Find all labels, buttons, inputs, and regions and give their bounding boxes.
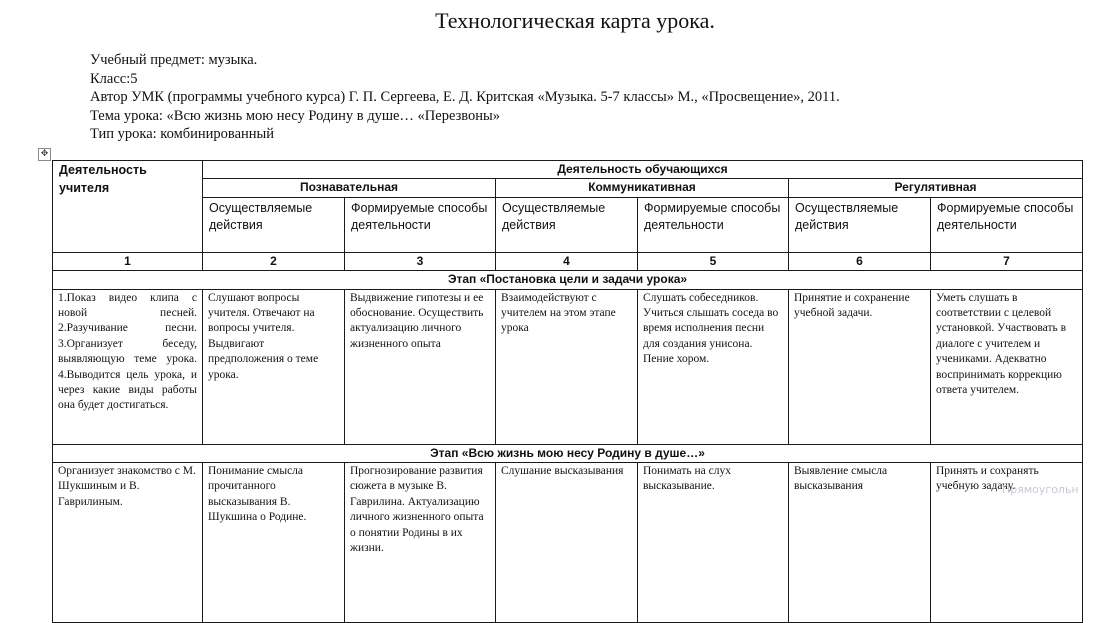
sub-methods: Формируемые способы деятельности — [931, 197, 1083, 252]
group-regulative: Регулятивная — [789, 179, 1083, 197]
group-communicative: Коммуникативная — [496, 179, 789, 197]
sub-actions: Осуществляемые действия — [496, 197, 638, 252]
lesson-type-line: Тип урока: комбинированный — [90, 126, 275, 143]
table-cell: Выдвижение гипотезы и ее обоснование. Осуществить актуализацию личного жизненного опыта — [345, 289, 496, 444]
lesson-info — [90, 51, 840, 144]
table-move-handle-icon[interactable]: ✥ — [38, 148, 51, 161]
stage-goal-setting: Этап «Постановка цели и задачи урока» — [53, 271, 1083, 289]
sub-actions: Осуществляемые действия — [203, 197, 345, 252]
sub-actions: Осуществляемые действия — [789, 197, 931, 252]
column-number: 6 — [789, 252, 931, 270]
teacher-activity-header: Деятельность учителя — [53, 161, 203, 253]
table-cell: Принятие и сохранение учебной задачи. — [789, 289, 931, 444]
shape-ghost-label: Прямоугольн — [1002, 483, 1079, 496]
students-activity-header: Деятельность обучающихся — [203, 161, 1083, 179]
column-number: 1 — [53, 252, 203, 270]
author-line: Автор УМК (программы учебного курса) Г. П. Сергеева, Е. Д. Критская «Музыка. 5-7 классы» М., «Просвещение», 2011. — [90, 89, 840, 106]
table-cell: Слушание высказывания — [496, 463, 638, 623]
lesson-table — [52, 160, 1083, 623]
table-cell: Слушают вопросы учителя. Отвечают на вопросы учителя. Выдвигают предположения о теме урока. — [203, 289, 345, 444]
subject-line: Учебный предмет: музыка. — [90, 52, 258, 68]
table-cell: Прогнозирование развития сюжета в музыке В. Гаврилина. Актуализацию личного жизненного опыта о понятии Родины в их жизни. — [345, 463, 496, 623]
sub-methods: Формируемые способы деятельности — [345, 197, 496, 252]
table-cell: Уметь слушать в соответствии с целевой установкой. Участвовать в диалоге с учителем и учениками. Адекватно воспринимать коррекцию ответа учителем. — [931, 289, 1083, 444]
group-cognitive: Познавательная — [203, 179, 496, 197]
sub-methods: Формируемые способы деятельности — [638, 197, 789, 252]
table-cell: Слушать собеседников. Учиться слышать соседа во время исполнения песни для создания унисона. Пение хором. — [638, 289, 789, 444]
column-number: 2 — [203, 252, 345, 270]
column-number: 4 — [496, 252, 638, 270]
column-number: 7 — [931, 252, 1083, 270]
grade-line: Класс:5 — [90, 70, 138, 87]
table-cell: Выявление смысла высказывания — [789, 463, 931, 623]
topic-line: Тема урока: «Всю жизнь мою несу Родину в душе… «Перезвоны» — [90, 107, 501, 124]
table-cell: Понимать на слух высказывание. — [638, 463, 789, 623]
stage-homeland: Этап «Всю жизнь мою несу Родину в душе…» — [53, 444, 1083, 462]
document-title: Технологическая карта урока. — [435, 8, 715, 33]
column-number: 5 — [638, 252, 789, 270]
table-cell: 1.Показ видео клипа с новой песней. 2.Разучивание песни. 3.Организует беседу, выявляющую теме урока. 4.Выводится цель урока, и через какие виды работы она будет достигаться. — [53, 289, 203, 444]
column-number: 3 — [345, 252, 496, 270]
table-cell: Взаимодействуют с учителем на этом этапе урока — [496, 289, 638, 444]
table-cell: Понимание смысла прочитанного высказывания В. Шукшина о Родине. — [203, 463, 345, 623]
table-cell: Организует знакомство с М. Шукшиным и В. Гаврилиным. — [53, 463, 203, 623]
table-cell: Принять и сохранять учебную задачу. — [931, 463, 1083, 623]
